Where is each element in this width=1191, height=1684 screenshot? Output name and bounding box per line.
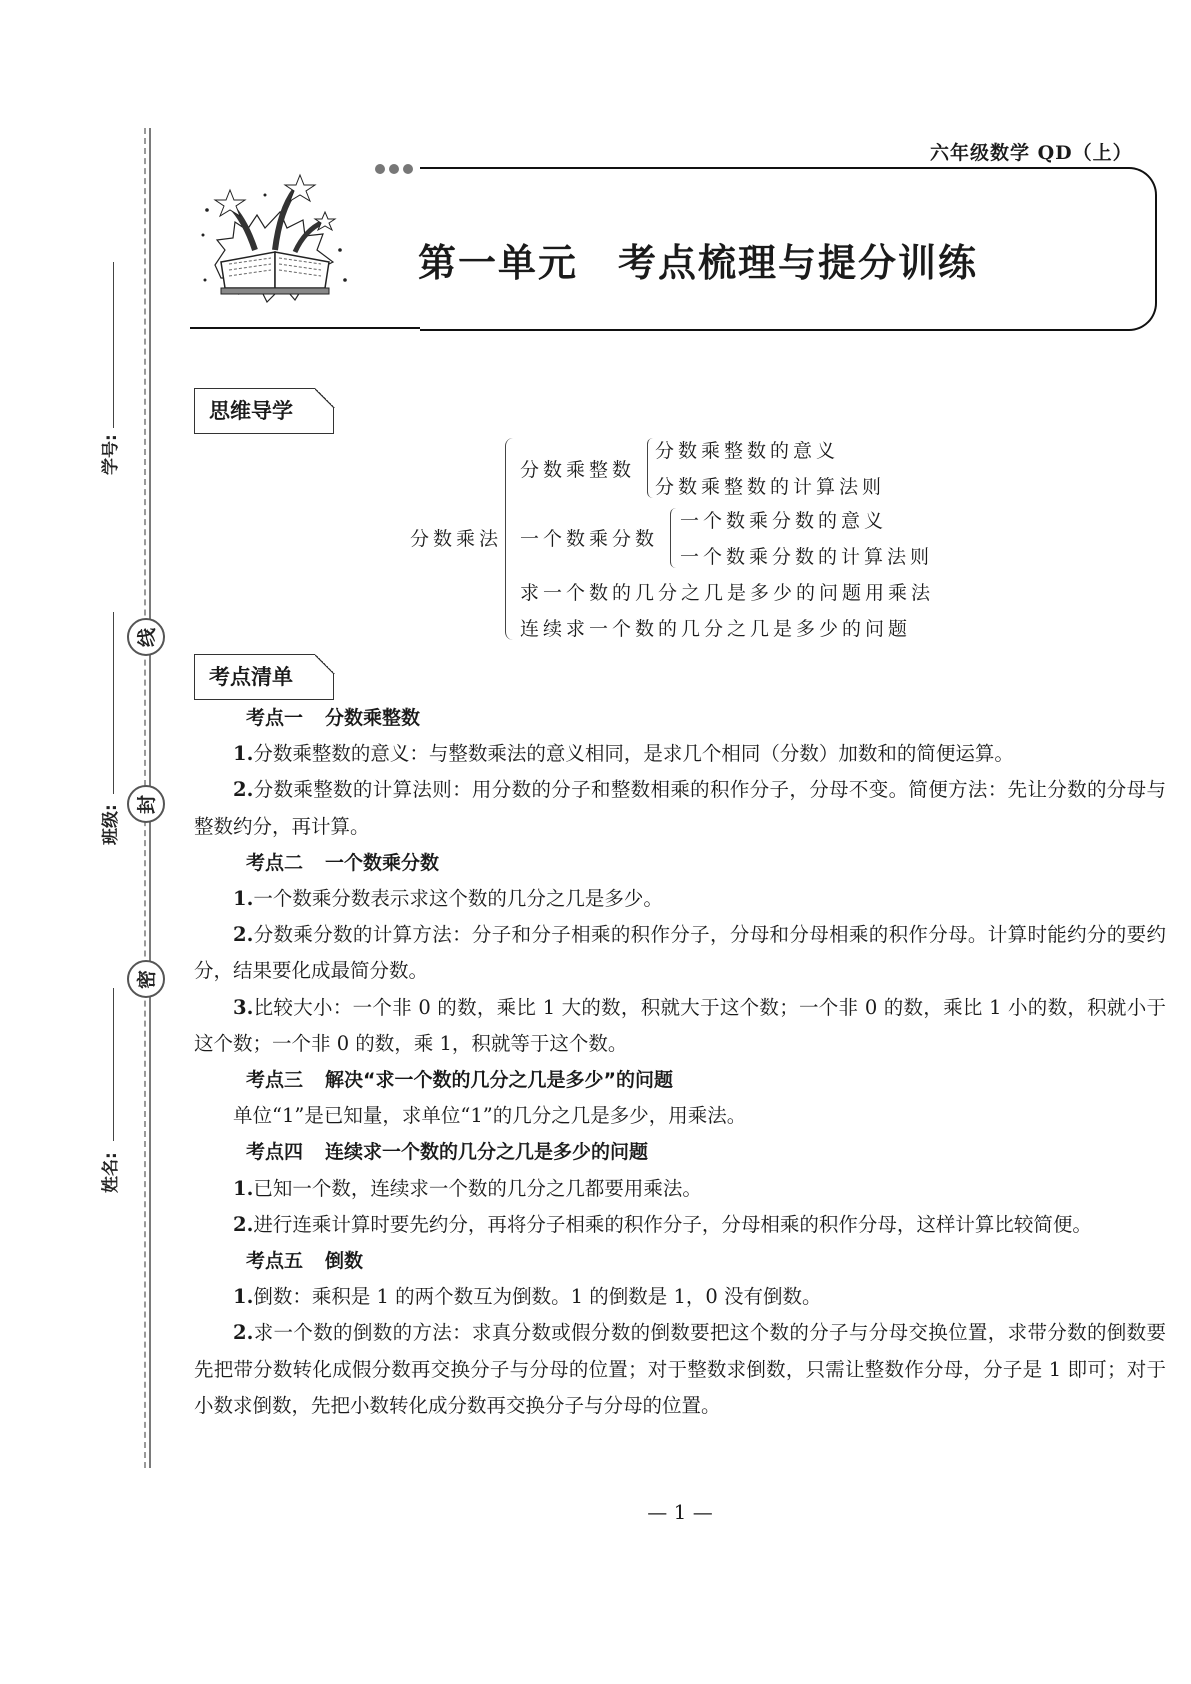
subject-header: 六年级数学 QD（上） — [930, 142, 1133, 164]
mind-map-root: 分数乘法 — [410, 528, 503, 550]
mind-map-branch-1: 分数乘整数 — [520, 459, 636, 481]
point-heading-4: 考点四 连续求一个数的几分之几是多少的问题 — [246, 1141, 649, 1164]
point-item: 2.分数乘整数的计算法则：用分数的分子和整数相乘的积作分子，分母不变。简便方法：先让分数的分母与整数约分，再计算。 — [194, 778, 1166, 838]
mind-map-leaf: 分数乘整数的意义 — [655, 440, 840, 462]
point-item: 单位“1”是已知量，求单位“1”的几分之几是多少，用乘法。 — [233, 1104, 747, 1128]
point-heading-2: 考点二 一个数乘分数 — [246, 851, 440, 874]
point-item: 1.分数乘整数的意义：与整数乘法的意义相同，是求几个相同（分数）加数和的简便运算。 — [233, 742, 1014, 766]
section-tag-checklist: 考点清单 — [194, 654, 334, 700]
point-item: 3.比较大小：一个非 0 的数，乘比 1 大的数，积就大于这个数；一个非 0 的数，乘比 1 小的数，积就小于这个数；一个非 0 的数，乘 1，积就等于这个数。 — [194, 995, 1166, 1055]
open-book-stars-icon — [195, 170, 355, 310]
mind-map-brace-root — [505, 438, 516, 640]
unit-title: 第一单元 考点梳理与提分训练 — [418, 240, 979, 285]
student-id-line — [113, 262, 114, 428]
mind-map-branch-3: 求一个数的几分之几是多少的问题用乘法 — [520, 582, 935, 604]
point-item: 1.倒数：乘积是 1 的两个数互为倒数。1 的倒数是 1，0 没有倒数。 — [233, 1285, 822, 1309]
mind-map-branch-4: 连续求一个数的几分之几是多少的问题 — [520, 618, 912, 640]
student-id-label: 学号: — [101, 434, 121, 475]
point-item: 1.一个数乘分数表示求这个数的几分之几是多少。 — [233, 887, 663, 911]
mind-map-branch-2: 一个数乘分数 — [520, 528, 659, 550]
mind-map-leaf: 一个数乘分数的计算法则 — [680, 546, 934, 568]
seal-seal-char: 封 — [127, 785, 165, 823]
name-label: 姓名: — [101, 1152, 121, 1193]
point-item: 1.已知一个数，连续求一个数的几分之几都要用乘法。 — [233, 1176, 702, 1200]
seal-line-char: 线 — [127, 618, 165, 656]
point-item: 2.求一个数的倒数的方法：求真分数或假分数的倒数要把这个数的分子与分母交换位置，求带分数的倒数要先把带分数转化成假分数再交换分子与分母的位置；对于整数求倒数，只需让整数作分母，分子是 1 即可；对于小数求倒数，先把小数转化成分数再交换分子与分母的位置。 — [194, 1321, 1166, 1417]
seal-secret-char: 密 — [127, 960, 165, 998]
point-item: 2.进行连乘计算时要先约分，再将分子相乘的积作分子，分母相乘的积作分母，这样计算比较简便。 — [233, 1212, 1092, 1236]
decorative-dots — [375, 164, 413, 174]
section-tag-mind-map: 思维导学 — [194, 388, 334, 434]
point-heading-1: 考点一 分数乘整数 — [246, 707, 421, 729]
mind-map-leaf: 分数乘整数的计算法则 — [655, 476, 886, 498]
class-label: 班级: — [101, 804, 121, 845]
page-number: — 1 — — [647, 1500, 713, 1524]
name-line — [113, 988, 114, 1141]
mind-map-brace-branch-2 — [670, 508, 679, 568]
point-heading-5: 考点五 倒数 — [246, 1250, 364, 1273]
point-heading-3: 考点三 解决“求一个数的几分之几是多少”的问题 — [246, 1069, 673, 1092]
point-item: 2.分数乘分数的计算方法：分子和分子相乘的积作分子，分母和分母相乘的积作分母。计算时能约分的要约分，结果要化成最简分数。 — [194, 923, 1166, 983]
mind-map-leaf: 一个数乘分数的意义 — [680, 510, 888, 532]
class-line — [113, 612, 114, 794]
checklist-content — [194, 700, 1166, 1424]
